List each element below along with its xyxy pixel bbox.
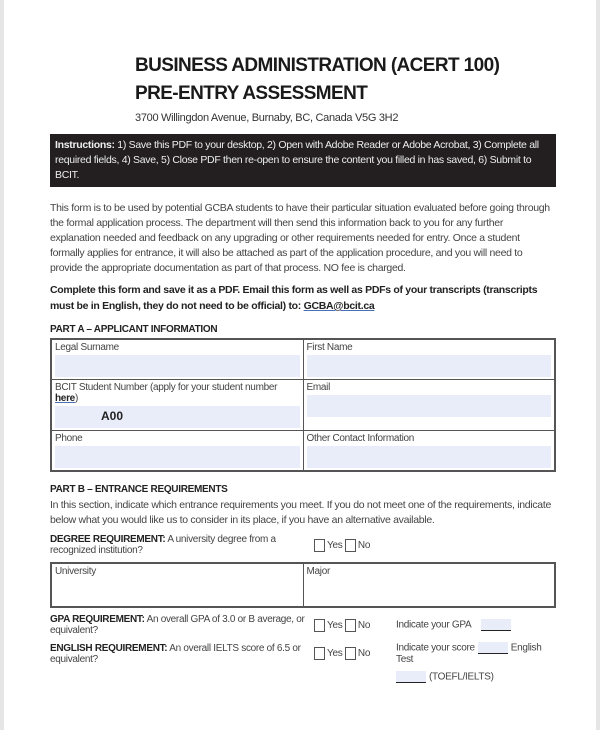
university-field[interactable]: University [51,563,303,607]
major-field[interactable]: Major [303,563,555,607]
score-indicate: Indicate your score English Test [396,642,542,665]
part-a-heading: PART A – APPLICANT INFORMATION [50,324,218,335]
gpa-no-checkbox[interactable] [345,619,356,632]
intro-line: process. The department will then send this information back to you for any further explanation needed and feedback on any upgrading [50,217,504,244]
address: 3700 Willingdon Avenue, Burnaby, BC, Canada V5G 3H2 [135,112,399,124]
student-number-field[interactable]: BCIT Student Number (apply for your student number here) A00 [51,380,303,431]
student-number-value: A00 [55,406,300,428]
degree-table [50,562,556,608]
test-type: (TOEFL/IELTS) [396,671,556,683]
submit-line-1: Complete this form and save it as a PDF. Email this form as well as PDFs of your transcripts (transcripts must be in English, they do not [50,284,538,312]
gpa-input[interactable] [481,619,511,631]
instructions-bar [50,134,556,187]
degree-yes-checkbox[interactable] [314,539,325,552]
intro-paragraph [50,201,556,276]
intro-line: or other requirements needed for entry. Once a student formally applies for entrance, it will also be attached as part of the application [50,232,520,259]
phone-field[interactable]: Phone [51,431,303,472]
email-link[interactable]: GCBA@bcit.ca [303,300,375,312]
other-contact-field[interactable]: Other Contact Information [303,431,555,472]
part-b-intro: In this section, indicate which entrance requirements you meet. If you do not meet one of the requirements, indicate below what you would like us to consider in its place, if you have an alternative available. [50,499,551,526]
instructions-line-2: 4) Save, 5) Close PDF then re-open to ensure the content you filled in has saved, 6) Submit to BCIT. [55,154,532,181]
gpa-question: GPA REQUIREMENT: An overall GPA of 3.0 or B average, or equivalent? [50,614,305,636]
english-question: ENGLISH REQUIREMENT: An overall IELTS score of 6.5 or equivalent? [50,642,301,665]
test-type-input[interactable] [396,671,426,683]
email-field[interactable]: Email [303,380,555,431]
english-options: Yes No [314,647,390,660]
first-name-field[interactable]: First Name [303,339,555,380]
intro-line: procedure, and you will need to provide the appropriate documentation as part of that process. NO fee is charged. [50,247,523,274]
degree-row [50,534,556,556]
score-input[interactable] [478,642,508,654]
gpa-yes-checkbox[interactable] [314,619,325,632]
title-line-2: PRE-ENTRY ASSESSMENT [135,83,368,104]
gpa-row [50,614,556,636]
degree-question: DEGREE REQUIREMENT: A university degree from a recognized institution? [50,534,276,556]
gpa-options: Yes No [314,619,390,632]
instructions-line-1: 1) Save this PDF to your desktop, 2) Open with Adobe Reader or Adobe Acrobat, 3) Complete all required fields, [55,139,539,166]
part-b-heading: PART B – ENTRANCE REQUIREMENTS [50,484,228,495]
submit-instructions [50,282,556,314]
english-yes-checkbox[interactable] [314,647,325,660]
title-line-1: BUSINESS ADMINISTRATION (ACERT 100) [135,55,500,76]
submit-line-2: need to be official) to: [199,300,304,312]
instructions-label: Instructions: [55,139,115,151]
english-row [50,642,556,665]
applicant-table [50,338,556,472]
degree-options: Yes No [314,539,390,552]
intro-line: This form is to be used by potential GCBA students to have their particular situation evaluated before going through the formal application [50,202,550,229]
legal-surname-field[interactable]: Legal Surname [51,339,303,380]
test-type-row [50,671,556,683]
english-no-checkbox[interactable] [345,647,356,660]
here-link[interactable]: here [55,393,75,404]
degree-no-checkbox[interactable] [345,539,356,552]
gpa-indicate: Indicate your GPA [396,619,556,631]
document-page [4,0,596,730]
